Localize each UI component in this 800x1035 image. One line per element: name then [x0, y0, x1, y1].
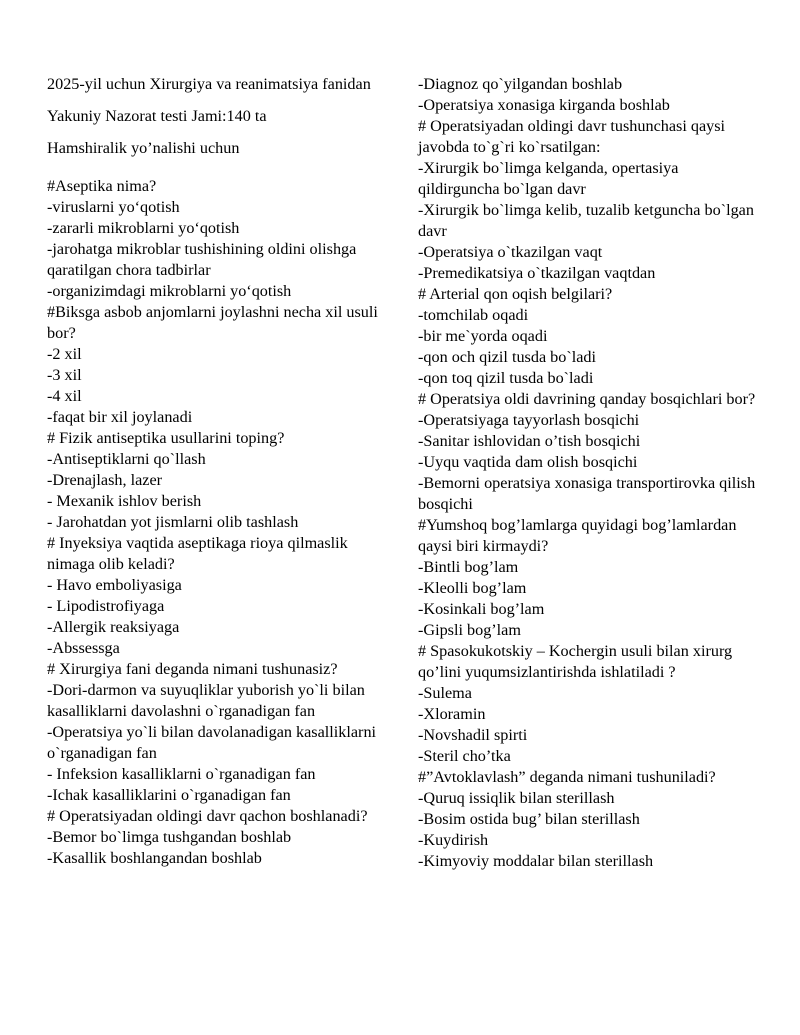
document-audience: Hamshiralik yo’nalishi uchun — [47, 139, 240, 157]
text-line: -Uyqu vaqtida dam olish bosqichi — [418, 453, 638, 471]
text-line: -Antiseptiklarni qo`llash — [47, 450, 206, 468]
text-line: -qon toq qizil tusda bo`ladi — [418, 369, 594, 387]
text-line: -Ichak kasalliklarini o`rganadigan fan — [47, 786, 291, 804]
text-line: -Sanitar ishlovidan o’tish bosqichi — [418, 432, 641, 450]
text-line: -Gipsli bog’lam — [418, 621, 521, 639]
text-line: - Infeksion kasalliklarni o`rganadigan fan — [47, 765, 316, 783]
text-line: -Allergik reaksiyaga — [47, 618, 180, 636]
left-question-list — [47, 176, 392, 869]
text-line: -Bemorni operatsiya xonasiga transportirovka qilish bosqichi — [418, 474, 756, 513]
document-title: 2025-yil uchun Xirurgiya va reanimatsiya fanidan — [47, 75, 371, 93]
text-line: -Operatsiya xonasiga kirganda boshlab — [418, 96, 670, 114]
text-line: # Inyeksiya vaqtida aseptikaga rioya qilmaslik nimaga olib keladi? — [47, 534, 348, 573]
text-line: -faqat bir xil joylanadi — [47, 408, 193, 426]
text-line: #Aseptika nima? — [47, 177, 157, 195]
text-line: -Xirurgik bo`limga kelganda, opertasiya qildirguncha bo`lgan davr — [418, 159, 679, 198]
text-line: - Havo emboliyasiga — [47, 576, 182, 594]
text-line: -Bosim ostida bug’ bilan sterillash — [418, 810, 640, 828]
text-line: # Operatsiyadan oldingi davr tushunchasi qaysi javobda to`g`ri ko`rsatilgan: — [418, 117, 726, 156]
text-line: -Bintli bog’lam — [418, 558, 519, 576]
text-line: # Operatsiyadan oldingi davr qachon boshlanadi? — [47, 807, 368, 825]
text-line: -zararli mikroblarni yo‘qotish — [47, 219, 240, 237]
text-line: #Yumshoq bog’lamlarga quyidagi bog’lamlardan qaysi biri kirmaydi? — [418, 516, 737, 555]
document-subtitle: Yakuniy Nazorat testi Jami:140 ta — [47, 107, 267, 125]
text-line: -3 xil — [47, 366, 82, 384]
text-line: -bir me`yorda oqadi — [418, 327, 548, 345]
text-line: -qon och qizil tusda bo`ladi — [418, 348, 597, 366]
text-line: - Jarohatdan yot jismlarni olib tashlash — [47, 513, 299, 531]
text-line: -Xloramin — [418, 705, 486, 723]
text-line: -Novshadil spirti — [418, 726, 528, 744]
text-line: -Dori-darmon va suyuqliklar yuborish yo`li bilan kasalliklarni davolashni o`rganadigan fan — [47, 681, 365, 720]
text-line: -Steril cho’tka — [418, 747, 511, 765]
text-line: #Biksga asbob anjomlarni joylashni necha xil usuli bor? — [47, 303, 378, 342]
text-line: - Mexanik ishlov berish — [47, 492, 202, 510]
text-line: -2 xil — [47, 345, 82, 363]
text-line: -Premedikatsiya o`tkazilgan vaqtdan — [418, 264, 656, 282]
text-line: -viruslarni yo‘qotish — [47, 198, 180, 216]
text-line: # Operatsiya oldi davrining qanday bosqichlari bor? — [418, 390, 756, 408]
text-line: - Lipodistrofiyaga — [47, 597, 165, 615]
text-line: -Kosinkali bog’lam — [418, 600, 545, 618]
text-line: -Sulema — [418, 684, 472, 702]
text-line: -Kasallik boshlangandan boshlab — [47, 849, 262, 867]
text-line: # Xirurgiya fani deganda nimani tushunasiz? — [47, 660, 338, 678]
text-line: -Xirurgik bo`limga kelib, tuzalib ketguncha bo`lgan davr — [418, 201, 754, 240]
right-question-list — [418, 74, 763, 872]
text-line: -tomchilab oqadi — [418, 306, 529, 324]
text-line: -Operatsiya yo`li bilan davolanadigan kasalliklarni o`rganadigan fan — [47, 723, 377, 762]
text-line: -Operatsiyaga tayyorlash bosqichi — [418, 411, 640, 429]
text-line: -Operatsiya o`tkazilgan vaqt — [418, 243, 603, 261]
text-line: -Bemor bo`limga tushgandan boshlab — [47, 828, 292, 846]
text-line: # Fizik antiseptika usullarini toping? — [47, 429, 285, 447]
left-column — [47, 74, 392, 869]
text-line: -Kleolli bog’lam — [418, 579, 527, 597]
text-line: # Arterial qon oqish belgilari? — [418, 285, 613, 303]
text-line: -jarohatga mikroblar tushishining oldini olishga qaratilgan chora tadbirlar — [47, 240, 357, 279]
text-line: -organizimdagi mikroblarni yo‘qotish — [47, 282, 292, 300]
right-column — [418, 74, 763, 872]
text-line: # Spasokukotskiy – Kochergin usuli bilan xirurg qo’lini yuqumsizlantirishda ishlatiladi ? — [418, 642, 733, 681]
text-line: -Drenajlash, lazer — [47, 471, 163, 489]
text-line: -Diagnoz qo`yilgandan boshlab — [418, 75, 623, 93]
text-line: #”Avtoklavlash” deganda nimani tushuniladi? — [418, 768, 716, 786]
text-line: -Abssessga — [47, 639, 120, 657]
text-line: -4 xil — [47, 387, 82, 405]
text-line: -Kimyoviy moddalar bilan sterillash — [418, 852, 654, 870]
text-line: -Quruq issiqlik bilan sterillash — [418, 789, 615, 807]
text-line: -Kuydirish — [418, 831, 489, 849]
